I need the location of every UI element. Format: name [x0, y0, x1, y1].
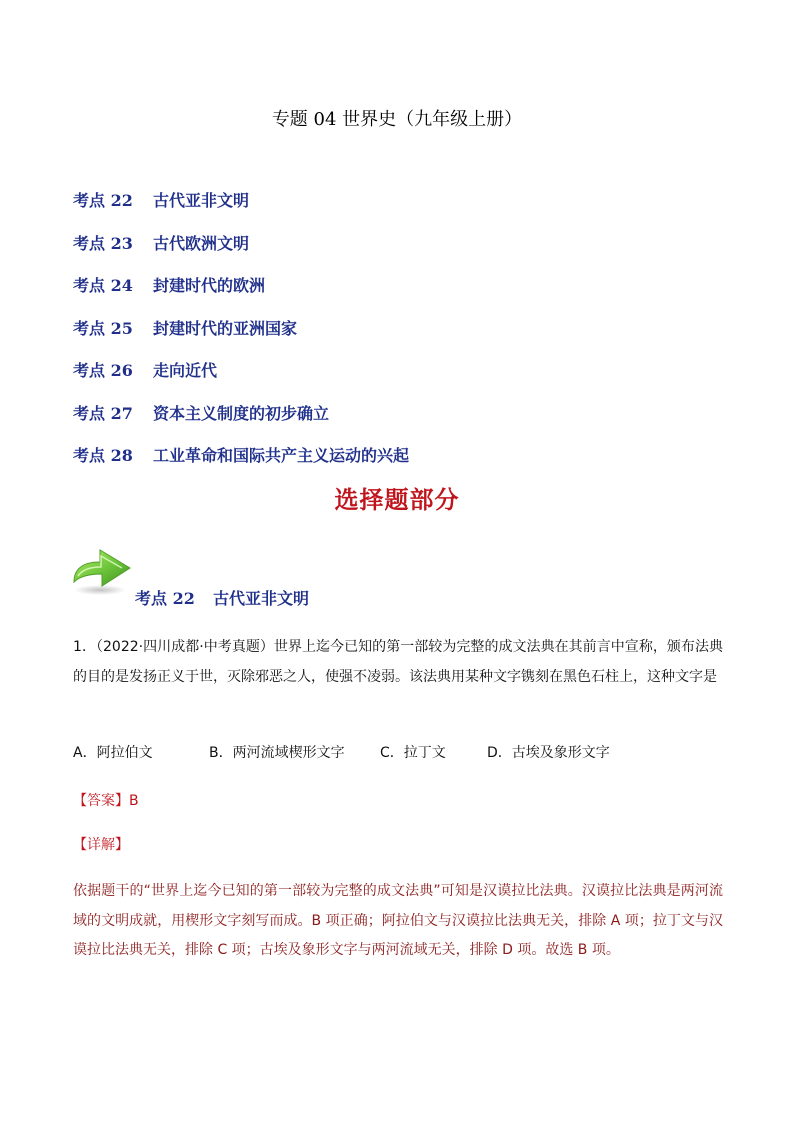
topic-number: 考点 22	[135, 589, 195, 608]
toc-item	[73, 403, 409, 446]
answer	[73, 790, 139, 810]
toc-item-number: 考点 24	[73, 276, 133, 295]
toc-item-number: 考点 26	[73, 361, 133, 380]
option-a: A．阿拉伯文	[73, 745, 153, 761]
toc-item-title: 走向近代	[153, 361, 218, 380]
toc-item-title: 封建时代的欧洲	[153, 276, 266, 295]
toc-item-number: 考点 22	[73, 191, 133, 210]
topic-title: 古代亚非文明	[213, 589, 310, 608]
green-arrow-icon	[70, 540, 136, 596]
toc-item	[73, 233, 409, 276]
toc-item	[73, 190, 409, 233]
page-title: 专题 04 世界史（九年级上册）	[271, 109, 523, 130]
toc-item-title: 封建时代的亚洲国家	[153, 318, 298, 338]
option-c: C．拉丁文	[380, 745, 446, 761]
toc-item-title: 工业革命和国际共产主义运动的兴起	[153, 446, 410, 465]
question-text: 1．（2022·四川成都·中考真题）世界上迄今已知的第一部较为完整的成文法典在其前言中宣称，颁布法典的目的是发扬正义于世，灭除邪恶之人，使强不凌弱。该法典用某种文字镌刻在黑色石柱上，这种文字是	[73, 639, 723, 685]
toc-item-number: 考点 25	[73, 318, 133, 338]
table-of-contents	[73, 190, 409, 488]
toc-item-title: 资本主义制度的初步确立	[153, 403, 330, 423]
option-b: B．两河流域楔形文字	[209, 745, 345, 761]
toc-item-number: 考点 27	[73, 403, 133, 423]
toc-item-title: 古代亚非文明	[153, 191, 250, 210]
answer-options	[73, 742, 610, 762]
toc-item	[73, 275, 409, 318]
section-heading: 选择题部分	[334, 485, 460, 514]
answer-value: B	[129, 793, 139, 809]
option-d: D．古埃及象形文字	[487, 745, 610, 761]
toc-item	[73, 318, 409, 361]
toc-item-number: 考点 28	[73, 446, 133, 465]
detail-label: 【详解】	[73, 837, 129, 853]
topic-heading	[135, 586, 309, 609]
explanation-text: 依据题干的“世界上迄今已知的第一部较为完整的成文法典”可知是汉谟拉比法典。汉谟拉比法典是两河流域的文明成就，用楔形文字刻写而成。B 项正确；阿拉伯文与汉谟拉比法典无关，排除 A 项；拉丁文与汉谟拉比法典无关，排除 C 项；古埃及象形文字与两河流域无关，排除 D 项。故选 B 项。	[73, 883, 723, 958]
answer-label: 【答案】	[73, 793, 129, 809]
toc-item	[73, 360, 409, 403]
toc-item-title: 古代欧洲文明	[153, 233, 250, 253]
toc-item-number: 考点 23	[73, 233, 133, 253]
